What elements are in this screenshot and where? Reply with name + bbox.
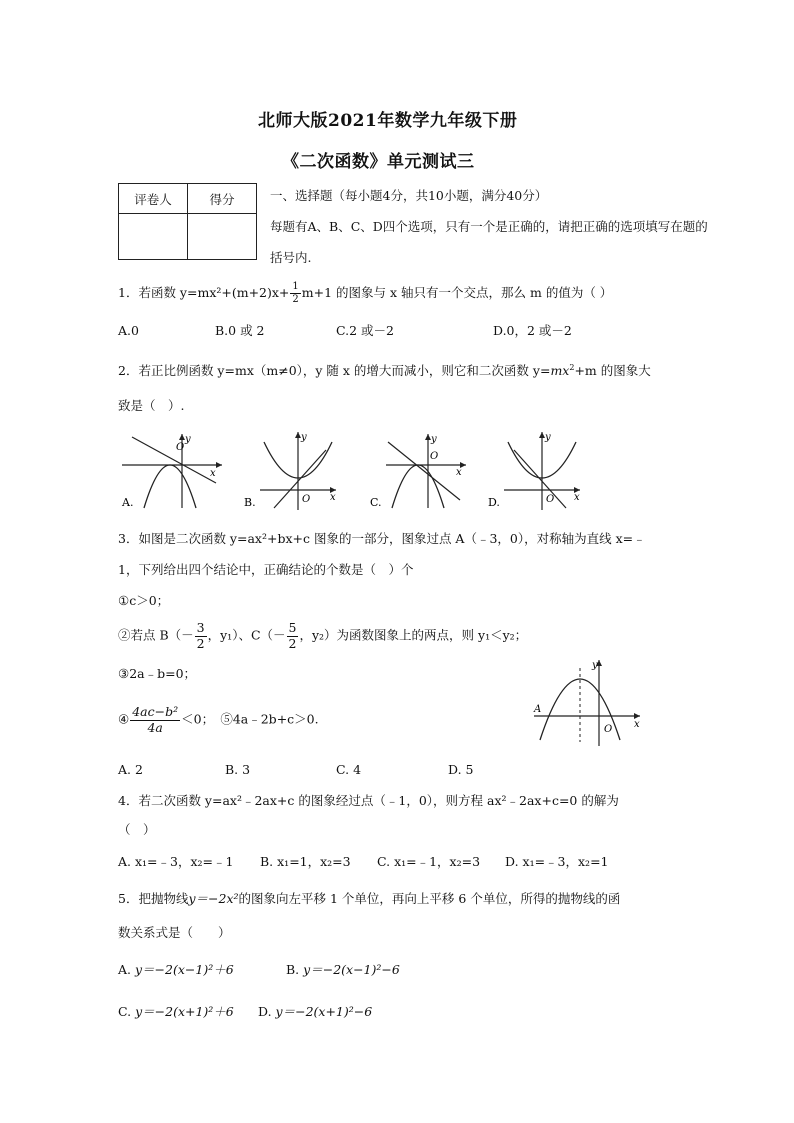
- q2-graph-b: [240, 428, 350, 512]
- score-table-score-cell[interactable]: [188, 214, 257, 260]
- question-1: [118, 282, 612, 305]
- q2-a-y-label: y: [185, 434, 191, 445]
- q4-option-a: A. x₁=﹣3，x₂=﹣1: [118, 854, 234, 869]
- q5-text-a: 5．把抛物线: [118, 891, 189, 906]
- q2-graph-a: [118, 428, 228, 512]
- q3-c4-frac: [130, 706, 180, 734]
- q3-c4-post: ＜0； ⑤4a﹣2b+c＞0.: [181, 711, 319, 727]
- q5-option-c-label: C.: [118, 1004, 132, 1019]
- q3-c2-frac1: [195, 622, 207, 650]
- question-5: [118, 891, 620, 907]
- q2-d-option-label: D.: [488, 496, 500, 509]
- q5-option-d-text: y＝−2(x+1)²−6: [275, 1004, 373, 1019]
- q1-option-c: C.2 或－2: [336, 323, 394, 338]
- q4-option-c: C. x₁=﹣1，x₂=3: [377, 854, 481, 869]
- q3-option-d: D. 5: [448, 762, 474, 777]
- q5-option-d-label: D.: [258, 1004, 272, 1019]
- q5-option-a: [118, 962, 234, 978]
- q3-parabola-figure: [530, 656, 650, 748]
- q5-option-a-label: A.: [118, 962, 132, 977]
- q3-option-a: A. 2: [118, 762, 143, 777]
- q3-c2-frac2: [287, 622, 299, 650]
- section-heading: 一、选择题（每小题4分，共10小题，满分40分）: [270, 188, 548, 203]
- q1-text-pre: 1．若函数 y=mx²+(m+2)x+: [118, 285, 290, 300]
- q2-a-option-label: A.: [122, 496, 134, 509]
- q2-c-option-label: C.: [370, 496, 382, 509]
- q1-frac-num: 1: [292, 281, 299, 292]
- q2-graph-d: [484, 428, 594, 512]
- q2-b-y-label: y: [301, 432, 307, 443]
- q2-text-b: +m 的图象大: [574, 363, 651, 379]
- q3-conclusion-3: ③2a﹣b=0；: [118, 666, 197, 681]
- q3-conclusion-1: ①c＞0；: [118, 593, 170, 608]
- q5-option-b-label: B.: [286, 962, 300, 977]
- q4-option-d: D. x₁=﹣3，x₂=1: [505, 854, 609, 869]
- q2-a-x-label: x: [210, 468, 216, 479]
- q2-b-x-label: x: [330, 492, 336, 503]
- question-2: 2．若正比例函数 y=mx（m≠0），y 随 x 的增大而减小，则它和二次函数 $y=mx^2+m$ 的图象大: [118, 363, 651, 379]
- score-table-reviewer-header: 评卷人: [119, 184, 188, 214]
- q5-option-c-text: y＝−2(x+1)²＋6: [135, 1004, 234, 1019]
- q3-c2-f2-num: 5: [288, 620, 297, 635]
- q1-option-d: D.0，2 或－2: [493, 323, 572, 338]
- q3-c4-pre: ④: [118, 711, 130, 727]
- q3-c2-post: ，y₂）为函数图象上的两点，则 y₁＜y₂；: [299, 627, 528, 643]
- q2-b-option-label: B.: [244, 496, 256, 509]
- q2-b-origin-label: O: [302, 494, 311, 505]
- q3-option-b: B. 3: [225, 762, 251, 777]
- q5-option-b: [286, 962, 400, 978]
- q3-c4-den: 4a: [147, 719, 163, 735]
- q3-c2-mid: ，y₁）、C（－: [207, 627, 286, 643]
- score-table-score-header: 得分: [188, 184, 257, 214]
- question-3: 3．如图是二次函数 y=ax²+bx+c 图象的一部分，图象过点 A（﹣3，0），对称轴为直线 x=﹣: [118, 531, 646, 546]
- question-2-cont: 致是（ ）.: [118, 398, 185, 413]
- q3-c2-f1-num: 3: [196, 620, 205, 635]
- q2-math: mx: [550, 363, 570, 379]
- q4-option-b: B. x₁=1，x₂=3: [260, 854, 351, 869]
- q3-conclusion-4-5: [118, 706, 319, 734]
- score-table-reviewer-cell[interactable]: [119, 214, 188, 260]
- q2-c-origin-label: O: [430, 451, 439, 462]
- q3-c4-num: 4ac−b²: [132, 704, 179, 719]
- q1-frac-den: 2: [292, 294, 299, 305]
- q5-option-a-text: y＝−2(x−1)²＋6: [135, 962, 234, 977]
- question-5-cont: 数关系式是（ ）: [118, 925, 231, 940]
- q3-c2-f2-den: 2: [288, 635, 297, 651]
- q5-option-b-text: y＝−2(x−1)²−6: [303, 962, 400, 977]
- q5-option-c: [118, 1004, 234, 1020]
- question-4-cont: （ ）: [118, 822, 156, 837]
- section-instruction: 每题有A、B、C、D四个选项，只有一个是正确的，请把正确的选项填写在题的: [270, 219, 708, 234]
- q3-option-c: C. 4: [336, 762, 362, 777]
- q5-text-b: 的图象向左平移 1 个单位，再向上平移 6 个单位，所得的抛物线的函: [238, 891, 621, 906]
- q2-d-origin-label: O: [546, 494, 555, 505]
- q3-origin-label: O: [604, 724, 613, 735]
- q3-y-label: y: [592, 660, 598, 671]
- q2-text-a: 2．若正比例函数 y=mx（m≠0），y 随 x 的增大而减小，则它和二次函数 y=: [118, 363, 551, 379]
- q2-d-x-label: x: [574, 492, 580, 503]
- q2-d-y-label: y: [545, 432, 551, 443]
- question-4: 4．若二次函数 y=ax²﹣2ax+c 的图象经过点（﹣1，0），则方程 ax²﹣2ax+c=0 的解为: [118, 793, 619, 808]
- q1-text-post: m+1 的图象与 x 轴只有一个交点，那么 m 的值为（ ）: [301, 285, 613, 300]
- section-instruction-cont: 括号内.: [270, 250, 312, 265]
- q3-conclusion-2: [118, 622, 527, 650]
- q5-math: y＝−2x²: [188, 891, 239, 906]
- question-3-cont: 1，下列给出四个结论中，正确结论的个数是（ ）个: [118, 562, 414, 577]
- score-table: [118, 183, 257, 260]
- q1-option-a: A.0: [118, 323, 139, 338]
- q2-c-x-label: x: [456, 467, 462, 478]
- q3-x-label: x: [634, 719, 640, 730]
- doc-title: 北师大版2021年数学九年级下册: [258, 111, 518, 131]
- q1-fraction: [290, 282, 300, 305]
- q2-graph-c: [366, 428, 476, 512]
- q1-option-b: B.0 或 2: [215, 323, 265, 338]
- doc-subtitle: 《二次函数》单元测试三: [282, 152, 475, 172]
- q2-a-origin-label: O: [176, 442, 185, 453]
- q3-c2-f1-den: 2: [196, 635, 205, 651]
- q3-point-a-label: A: [534, 704, 542, 715]
- q5-option-d: [258, 1004, 372, 1020]
- q3-c2-pre: ②若点 B（－: [118, 627, 194, 643]
- q2-c-y-label: y: [431, 434, 437, 445]
